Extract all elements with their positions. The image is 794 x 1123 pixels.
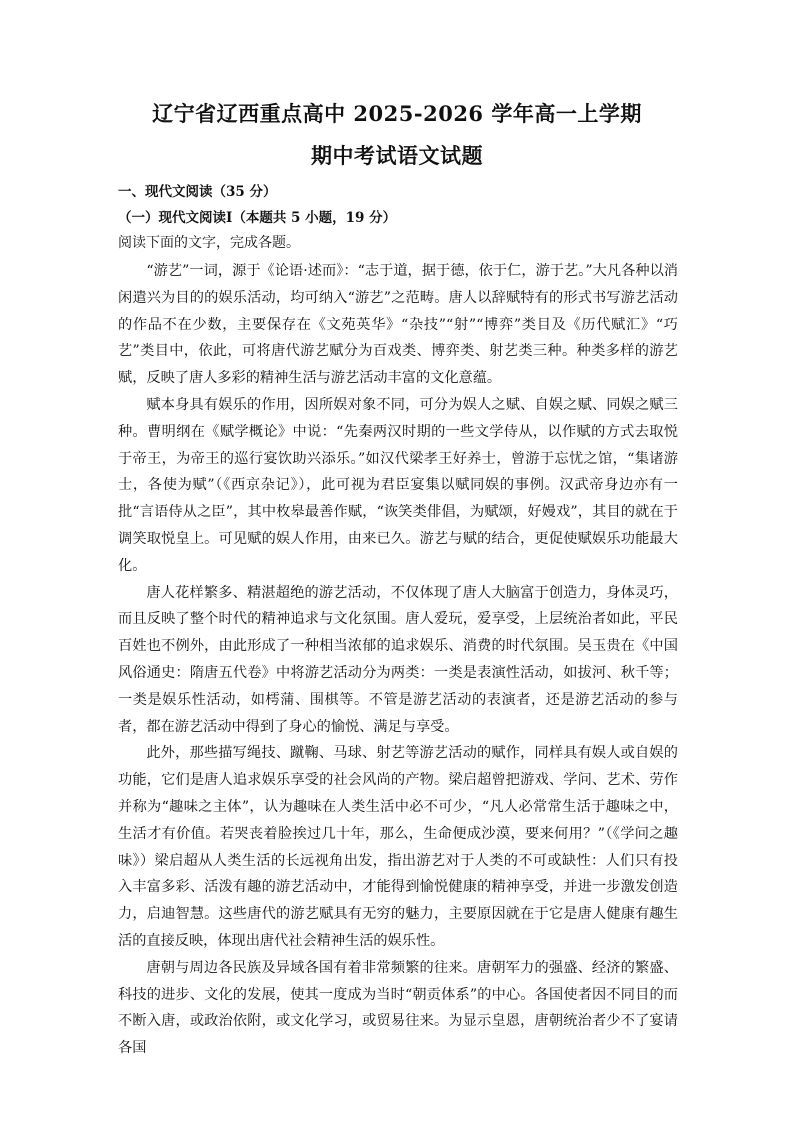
passage-paragraph-1: “游艺”一词，源于《论语·述而》：“志于道，据于德，依于仁，游于艺。”大凡各种以消闲遣兴为目的的娱乐活动，均可纳入“游艺”之范畴。唐人以辞赋特有的形式书写游艺活动的作品不在少数，主要保存在《文苑英华》“杂技”“射”“博弈”类目及《历代赋汇》“巧艺”类目中，依此，可将唐代游艺赋分为百戏类、博弈类、射艺类三种。种类多样的游艺赋，反映了唐人多彩的精神生活与游艺活动丰富的文化意蕴。 bbox=[118, 263, 678, 387]
passage-paragraph-2: 赋本身具有娱乐的作用，因所娱对象不同，可分为娱人之赋、自娱之赋、同娱之赋三种。曹明纲在《赋学概论》中说：“先秦两汉时期的一些文学侍从，以作赋的方式去取悦于帝王，为帝王的巡行宴饮助兴添乐。”如汉代梁孝王好养士，曾游于忘忧之馆，“集诸游士，各使为赋”（《西京杂记》），此可视为君臣宴集以赋同娱的事例。汉武帝身边亦有一批“言语侍从之臣”，其中枚皋最善作赋，“诙笑类俳倡，为赋颂，好嫚戏”，其目的就在于调笑取悦皇上。可见赋的娱人作用，由来已久。游艺与赋的结合，更促使赋娱乐功能最大化。 bbox=[118, 396, 678, 574]
section-heading: 一、现代文阅读（35 分） bbox=[118, 184, 277, 200]
passage-paragraph-3: 唐人花样繁多、精湛超绝的游艺活动，不仅体现了唐人大脑富于创造力，身体灵巧，而且反映了整个时代的精神追求与文化氛围。唐人爱玩，爱享受，上层统治者如此，平民百姓也不例外，由此形成了一种相当浓郁的追求娱乐、消费的时代氛围。吴玉贵在《中国风俗通史：隋唐五代卷》中将游艺活动分为两类：一类是表演性活动，如拔河、秋千等；一类是娱乐性活动，如樗蒲、围棋等。不管是游艺活动的表演者，还是游艺活动的参与者，都在游艺活动中得到了身心的愉悦、满足与享受。 bbox=[118, 584, 678, 735]
sub-section-heading: （一）现代文阅读Ⅰ（本题共 5 小题，19 分） bbox=[118, 210, 397, 226]
document-title-line-2: 期中考试语文试题 bbox=[311, 143, 483, 168]
passage-paragraph-4: 此外，那些描写绳技、蹴鞠、马球、射艺等游艺活动的赋作，同样具有娱人或自娱的功能，它们是唐人追求娱乐享受的社会风尚的产物。梁启超曾把游戏、学问、艺术、劳作并称为“趣味之主体”，认为趣味在人类生活中必不可少，“凡人必常常生活于趣味之中，生活才有价值。若哭丧着脸挨过几十年，那么，生命便成沙漠，要来何用？”（《学问之趣味》）梁启超从人类生活的长远视角出发，指出游艺对于人类的不可或缺性：人们只有投入丰富多彩、活泼有趣的游艺活动中，才能得到愉悦健康的精神享受，并进一步激发创造力，启迪智慧。这些唐代的游艺赋具有无穷的魅力，主要原因就在于它是唐人健康有趣生活的直接反映，体现出唐代社会精神生活的娱乐性。 bbox=[118, 745, 678, 949]
reading-passage bbox=[118, 258, 678, 1062]
passage-paragraph-5: 唐朝与周边各民族及异域各国有着非常频繁的往来。唐朝军力的强盛、经济的繁盛、科技的进步、文化的发展，使其一度成为当时“朝贡体系”的中心。各国使者因不同目的而不断入唐，或政治依附，或文化学习，或贸易往来。为显示皇恩，唐朝统治者少不了宴请各国 bbox=[118, 959, 678, 1057]
document-title-line-1: 辽宁省辽西重点高中 2025-2026 学年高一上学期 bbox=[152, 101, 642, 126]
reading-instruction: 阅读下面的文字，完成各题。 bbox=[118, 235, 300, 251]
